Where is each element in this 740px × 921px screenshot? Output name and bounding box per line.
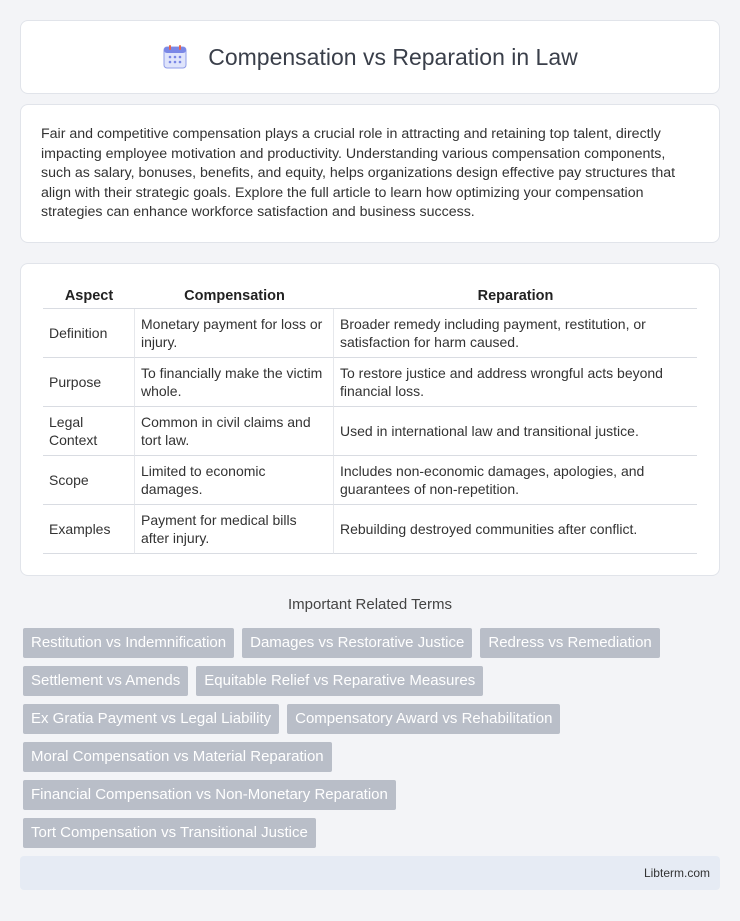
intro-card [20,104,720,243]
page-title: Compensation vs Reparation in Law [208,43,578,70]
related-term-tag[interactable]: Settlement vs Amends [23,666,188,696]
table-row [43,505,697,554]
related-term-tag[interactable]: Ex Gratia Payment vs Legal Liability [23,704,279,734]
row-reparation: Broader remedy including payment, restitution, or satisfaction for harm caused. [334,309,697,358]
table-row [43,407,697,456]
related-term-tag[interactable]: Damages vs Restorative Justice [242,628,472,658]
header-inner [162,44,577,71]
row-aspect: Purpose [43,358,135,407]
calendar-grid-icon [162,44,188,70]
related-term-tag[interactable]: Financial Compensation vs Non-Monetary Reparation [23,780,396,810]
row-reparation: Rebuilding destroyed communities after conflict. [334,505,697,554]
header-card [20,20,720,94]
footer-site-link[interactable]: Libterm.com [643,866,710,880]
related-term-tag[interactable]: Equitable Relief vs Reparative Measures [196,666,483,696]
table-header-row [43,284,697,309]
header-reparation: Reparation [334,284,697,309]
row-aspect: Scope [43,456,135,505]
intro-paragraph: Fair and competitive compensation plays a crucial role in attracting and retaining top talent, directly impacting employee motivation and productivity. Understanding various compensation components, such as salary, bonuses, benefits, and equity, helps organizations design effective pay structures that align with their strategic goals. Explore the full article to learn how optimizing your compensation strategies can enhance workforce satisfaction and business success. [41,126,676,221]
related-terms-list [23,628,713,848]
row-aspect: Definition [43,309,135,358]
related-term-tag[interactable]: Tort Compensation vs Transitional Justice [23,818,316,848]
row-aspect: Legal Context [43,407,135,456]
row-compensation: To financially make the victim whole. [135,358,334,407]
header-aspect: Aspect [43,284,135,309]
table-row [43,309,697,358]
row-reparation: To restore justice and address wrongful acts beyond financial loss. [334,358,697,407]
row-reparation: Used in international law and transitional justice. [334,407,697,456]
related-term-tag[interactable]: Restitution vs Indemnification [23,628,234,658]
related-term-tag[interactable]: Moral Compensation vs Material Reparation [23,742,332,772]
header-compensation: Compensation [135,284,334,309]
tag-row [23,742,713,772]
row-compensation: Common in civil claims and tort law. [135,407,334,456]
comparison-table-card [20,263,720,576]
footer [20,856,720,890]
tag-row [23,704,713,734]
related-terms-title: Important Related Terms [288,596,452,613]
row-compensation: Limited to economic damages. [135,456,334,505]
row-compensation: Monetary payment for loss or injury. [135,309,334,358]
tag-row [23,666,713,696]
row-aspect: Examples [43,505,135,554]
tag-row [23,628,713,658]
tag-row [23,818,713,848]
table-row [43,456,697,505]
related-term-tag[interactable]: Compensatory Award vs Rehabilitation [287,704,560,734]
comparison-table [43,284,697,554]
tag-row [23,780,713,810]
row-compensation: Payment for medical bills after injury. [135,505,334,554]
row-reparation: Includes non-economic damages, apologies, and guarantees of non-repetition. [334,456,697,505]
table-row [43,358,697,407]
related-term-tag[interactable]: Redress vs Remediation [480,628,659,658]
